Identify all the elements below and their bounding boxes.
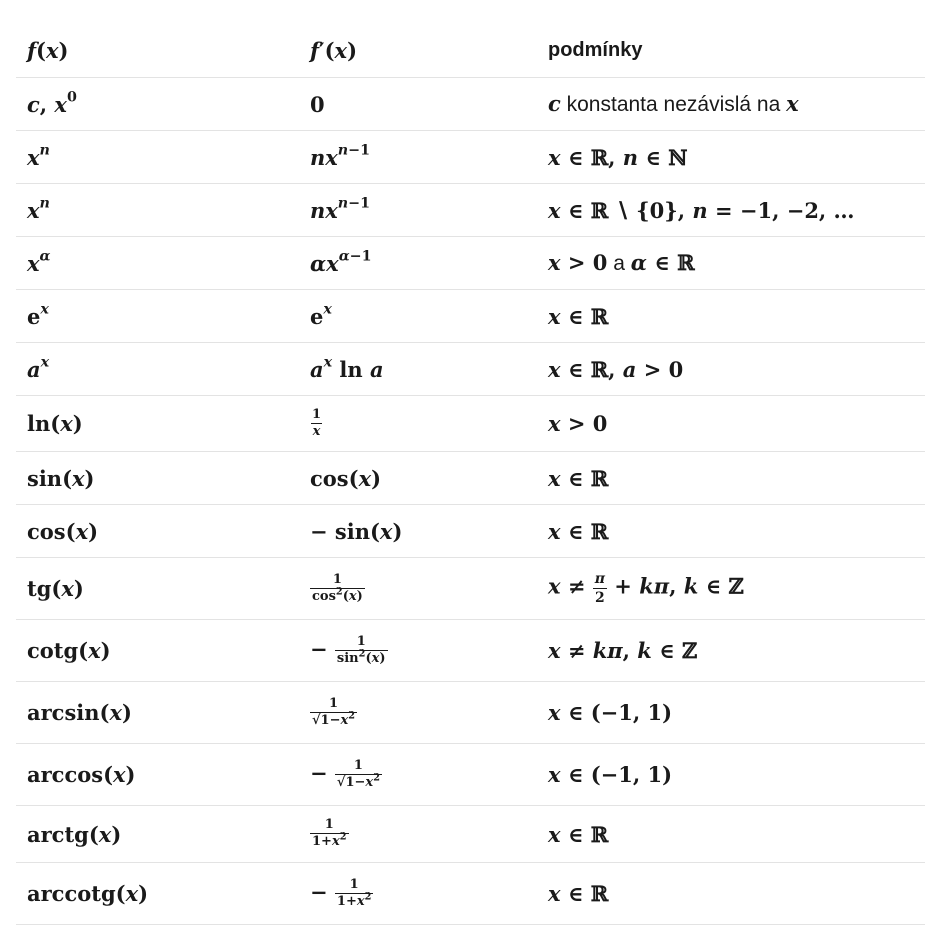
table-row: [16, 131, 925, 184]
cell-cond: x ∈ ℝ: [537, 505, 925, 558]
header-df: f′(x): [299, 24, 537, 78]
cell-df: $e^x$: [299, 290, 537, 343]
cell-f: $x^n$: [16, 131, 299, 184]
cell-df: − sin(x): [299, 505, 537, 558]
cell-df: − $\frac{1}{\sin^2(x)}$: [299, 620, 537, 682]
cell-f: $x^\alpha$: [16, 237, 299, 290]
cell-df: $\frac{1}{\cos^2(x)}$: [299, 558, 537, 620]
cell-f: c, $x^0$: [16, 78, 299, 131]
cell-cond: x ≠ kπ, k ∈ ℤ: [537, 620, 925, 682]
cell-cond: c konstanta nezávislá na x: [537, 78, 925, 131]
cell-df: $nx^{n-1}$: [299, 131, 537, 184]
cell-cond: x ∈ (−1, 1): [537, 744, 925, 806]
cell-f: ln(x): [16, 396, 299, 452]
cell-cond: x ≠ $\frac{\pi}{2}$ + kπ, k ∈ ℤ: [537, 558, 925, 620]
cell-df: $a^x$ ln a: [299, 343, 537, 396]
table-header-row: [16, 24, 925, 78]
cell-df: − $\frac{1}{√1-x^2}$: [299, 744, 537, 806]
cell-f: arccos(x): [16, 744, 299, 806]
cell-cond: x ∈ ℝ: [537, 863, 925, 925]
table-row: [16, 237, 925, 290]
cell-df: $nx^{n-1}$: [299, 184, 537, 237]
cell-cond: x ∈ ℝ, a > 0: [537, 343, 925, 396]
cell-f: cos(x): [16, 505, 299, 558]
table-row: [16, 78, 925, 131]
cell-f: $a^x$: [16, 343, 299, 396]
table-row: [16, 558, 925, 620]
cell-f: cotg(x): [16, 620, 299, 682]
header-conditions: podmínky: [537, 24, 925, 78]
cell-f: arctg(x): [16, 806, 299, 863]
cell-df: cos(x): [299, 452, 537, 505]
table-row: [16, 184, 925, 237]
table-row: [16, 682, 925, 744]
cell-df: − $\frac{1}{1+x^2}$: [299, 863, 537, 925]
cell-f: tg(x): [16, 558, 299, 620]
header-f: f(x): [16, 24, 299, 78]
cell-cond: x ∈ ℝ: [537, 290, 925, 343]
cell-cond: x ∈ ℝ: [537, 452, 925, 505]
cell-cond: x ∈ ℝ: [537, 806, 925, 863]
cell-cond: x > 0 a α ∈ ℝ: [537, 237, 925, 290]
table-row: [16, 863, 925, 925]
table-row: [16, 806, 925, 863]
cell-cond: x ∈ ℝ ∖ {0}, n = −1, −2, …: [537, 184, 925, 237]
cell-cond: x ∈ (−1, 1): [537, 682, 925, 744]
table-row: [16, 343, 925, 396]
cell-cond: x > 0: [537, 396, 925, 452]
table-row: [16, 505, 925, 558]
cell-f: $e^x$: [16, 290, 299, 343]
cell-f: arcsin(x): [16, 682, 299, 744]
derivatives-table: [16, 24, 925, 925]
cell-f: arccotg(x): [16, 863, 299, 925]
table-row: [16, 744, 925, 806]
cell-f: sin(x): [16, 452, 299, 505]
table-row: [16, 452, 925, 505]
cell-df: $\frac{1}{√1-x^2}$: [299, 682, 537, 744]
cell-df: $\frac{1}{x}$: [299, 396, 537, 452]
cell-f: $x^n$: [16, 184, 299, 237]
table-row: [16, 396, 925, 452]
cell-df: $\alpha x^{\alpha-1}$: [299, 237, 537, 290]
cell-df: $\frac{1}{1+x^2}$: [299, 806, 537, 863]
cell-df: 0: [299, 78, 537, 131]
table-row: [16, 620, 925, 682]
table-row: [16, 290, 925, 343]
cell-cond: x ∈ ℝ, n ∈ ℕ: [537, 131, 925, 184]
